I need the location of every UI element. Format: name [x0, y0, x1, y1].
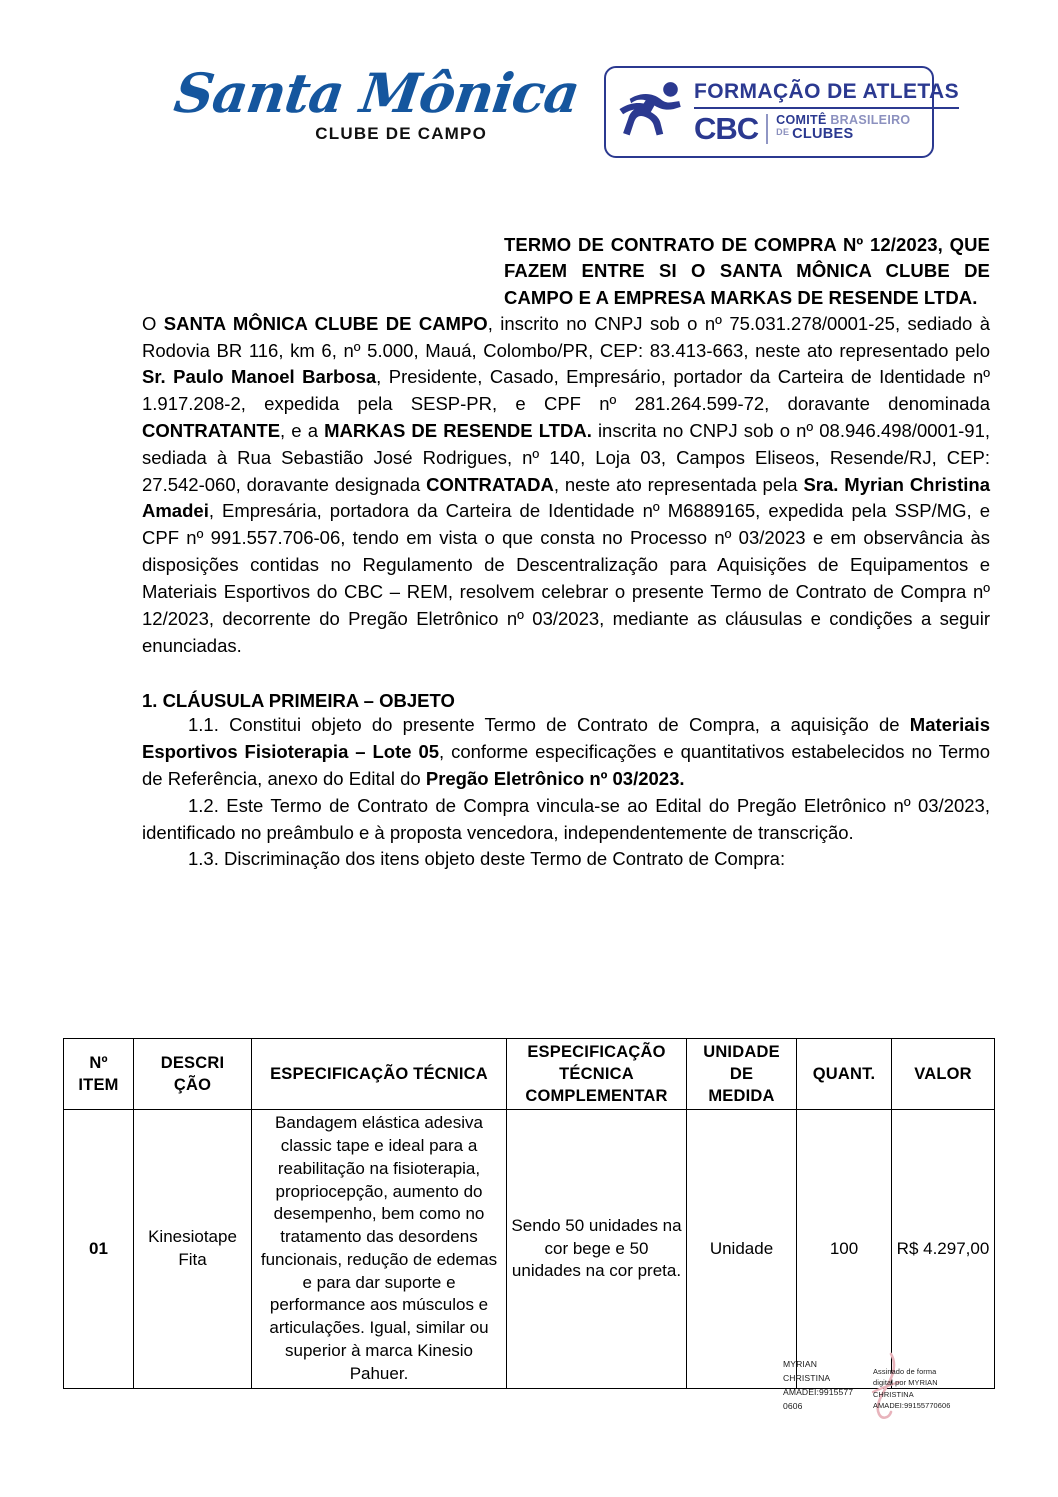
signature-detail-line2: digital por MYRIAN: [873, 1378, 938, 1388]
cell-especificacao-tecnica: Bandagem elástica adesiva classic tape e ideal para a reabilitação na fisioterapia, propriocepção, aumento do desempenho, bem como no tratamento das desordens funcionais, redução de edemas e para dar suporte e performance aos músculos e articulações. Igual, similar ou superior à marca Kinesio Pahuer.: [252, 1110, 507, 1388]
th-item-number: [64, 1039, 134, 1110]
cell-valor: R$ 4.297,00: [892, 1110, 995, 1388]
th-unidade-line1: UNIDADE: [703, 1043, 780, 1061]
cbc-clubes-word: CLUBES: [792, 126, 854, 143]
preamble-text-i: inscrita no CNPJ sob o nº 08.946.498/0001-91, sediada à Rua Sebastião José Rodrigues, nº 140, Loja 03, Campos Eliseos, Resende/RJ, CEP: 27.542-060, doravante designada: [142, 420, 991, 495]
cbc-tagline: FORMAÇÃO DE ATLETAS: [694, 80, 960, 103]
th-descricao-line1: DESCRI: [160, 1054, 225, 1073]
page-header: [0, 58, 1058, 173]
th-compl-line1: ESPECIFICAÇÃO: [527, 1043, 666, 1061]
clause-1-heading: 1. CLÁUSULA PRIMEIRA – OBJETO: [142, 690, 455, 712]
running-athlete-icon: [616, 77, 690, 147]
santa-monica-subtitle: CLUBE DE CAMPO: [315, 124, 487, 143]
items-table-container: [63, 1038, 994, 1389]
items-table: [63, 1038, 995, 1389]
items-table-header: [64, 1039, 995, 1110]
table-header-row: [64, 1039, 995, 1110]
cell-descricao: Kinesiotape Fita: [134, 1110, 252, 1388]
cell-quantidade: 100: [797, 1110, 892, 1388]
signature-detail-line1: Assinado de forma: [873, 1367, 937, 1376]
cbc-brasileiro-word: BRASILEIRO: [830, 113, 911, 128]
cbc-divider-rule: [694, 107, 959, 109]
document-title: TERMO DE CONTRATO DE COMPRA Nº 12/2023, QUE FAZEM ENTRE SI O SANTA MÔNICA CLUBE DE CAMPO E A EMPRESA MARKAS DE RESENDE LTDA.: [504, 234, 990, 308]
cbc-logo: [604, 66, 960, 158]
th-unidade-line3: MEDIDA: [708, 1087, 775, 1106]
label-contratante: CONTRATANTE: [142, 420, 281, 442]
digital-signature-stamp: [783, 1358, 998, 1428]
preamble-text-e: , Presidente, Casado, Empresário, portador da Carteira de Identidade nº 1.917.208-2, expedida pela SESP-PR, e CPF nº 281.264.599-72, doravante denominada: [142, 366, 990, 415]
pregao-reference: Pregão Eletrônico nº 03/2023.: [425, 767, 685, 789]
object-lot-name: Materiais Esportivos Fisioterapia – Lote 05: [142, 714, 990, 763]
clause-1-2-paragraph: 1.2. Este Termo de Contrato de Compra vincula-se ao Edital do Pregão Eletrônico nº 03/2023, identificado no preâmbulo e à proposta vencedora, independentemente de transcrição.: [142, 794, 990, 843]
label-contratada: CONTRATADA: [426, 473, 554, 495]
clause-1-1-text-c: , conforme especificações e quantitativos estabelecidos no Termo de Referência, anexo do Edital do: [142, 741, 991, 789]
party-contratada-name: MARKAS DE RESENDE LTDA.: [324, 420, 592, 442]
th-unidade-medida: [687, 1039, 797, 1110]
th-item-line1: Nº: [89, 1054, 108, 1073]
cbc-logo-text: [690, 80, 959, 144]
representative-contratada: Sra. Myrian Christina Amadei: [142, 473, 990, 522]
signature-name-line1: MYRIAN: [783, 1359, 818, 1369]
clause-1-3-paragraph: 1.3. Discriminação dos itens objeto deste Termo de Contrato de Compra:: [188, 848, 786, 870]
th-compl-line2: TÉCNICA: [559, 1065, 634, 1084]
preamble-text-a: O: [142, 312, 164, 334]
signature-name-line2: CHRISTINA: [783, 1372, 831, 1383]
cbc-acronym: CBC: [694, 111, 759, 146]
document-body: [142, 232, 990, 873]
table-row: [64, 1110, 995, 1388]
th-item-line2: ITEM: [78, 1076, 119, 1095]
signature-detail-line4: AMADEI:99155770606: [873, 1401, 951, 1411]
th-quantidade: QUANT.: [797, 1039, 892, 1110]
preamble-text-g: , e a: [280, 420, 325, 442]
clause-1-1-paragraph: [142, 712, 990, 792]
signature-identity-block: [783, 1358, 869, 1414]
signature-name-line4: 0606: [783, 1400, 803, 1411]
cbc-de-word: DE: [776, 127, 793, 138]
party-contratante-name: SANTA MÔNICA CLUBE DE CAMPO: [163, 312, 488, 334]
items-table-body: [64, 1110, 995, 1388]
signature-name-line3: AMADEI:9915577: [783, 1386, 854, 1397]
clause-1-1-text-a: 1.1. Constitui objeto do presente Termo de Contrato de Compra, a aquisição de: [188, 714, 910, 736]
preamble-text-k: , neste ato representada pela: [553, 473, 804, 495]
th-descricao-line2: ÇÃO: [173, 1076, 212, 1095]
cbc-vertical-divider: [766, 114, 768, 144]
santa-monica-wordmark: Santa Mônica: [170, 61, 583, 125]
preamble-paragraph: [142, 311, 990, 660]
representative-contratante: Sr. Paulo Manoel Barbosa: [142, 366, 377, 388]
th-unidade-line2: DE: [729, 1065, 754, 1084]
cell-item-number: 01: [64, 1110, 134, 1388]
signature-detail-line3: CHRISTINA: [873, 1389, 914, 1399]
th-especificacao-complementar: [507, 1039, 687, 1110]
cell-especificacao-complementar: Sendo 50 unidades na cor bege e 50 unidades na cor preta.: [507, 1110, 687, 1388]
th-descricao: [134, 1039, 252, 1110]
th-especificacao-tecnica: ESPECIFICAÇÃO TÉCNICA: [252, 1039, 507, 1110]
th-valor: VALOR: [892, 1039, 995, 1110]
cbc-clubes-line: [776, 127, 910, 142]
signature-details-block: [873, 1366, 998, 1412]
preamble-text-c: , inscrito no CNPJ sob o nº 75.031.278/0001-25, sediado à Rodovia BR 116, km 6, nº 5.000, Mauá, Colombo/PR, CEP: 83.413-663, neste ato representado pelo: [142, 312, 990, 361]
cbc-comite-word: COMITÊ: [776, 113, 831, 128]
santa-monica-logo: [170, 61, 583, 166]
th-compl-line3: COMPLEMENTAR: [525, 1087, 668, 1106]
preamble-text-m: , Empresária, portadora da Carteira de Identidade nº M6889165, expedida pela SSP/MG, e CPF nº 991.557.706-06, tendo em vista o que consta no Processo nº 03/2023 e em observância às disposições contidas no Regulamento de Descentralização para Aquisições de Equipamentos e Materiais Esportivos do CBC – REM, resolvem celebrar o presente Termo de Contrato de Compra nº 12/2023, decorrente do Pregão Eletrônico nº 03/2023, mediante as cláusulas e condições a seguir enunciadas.: [142, 500, 990, 656]
cell-unidade-medida: Unidade: [687, 1110, 797, 1388]
